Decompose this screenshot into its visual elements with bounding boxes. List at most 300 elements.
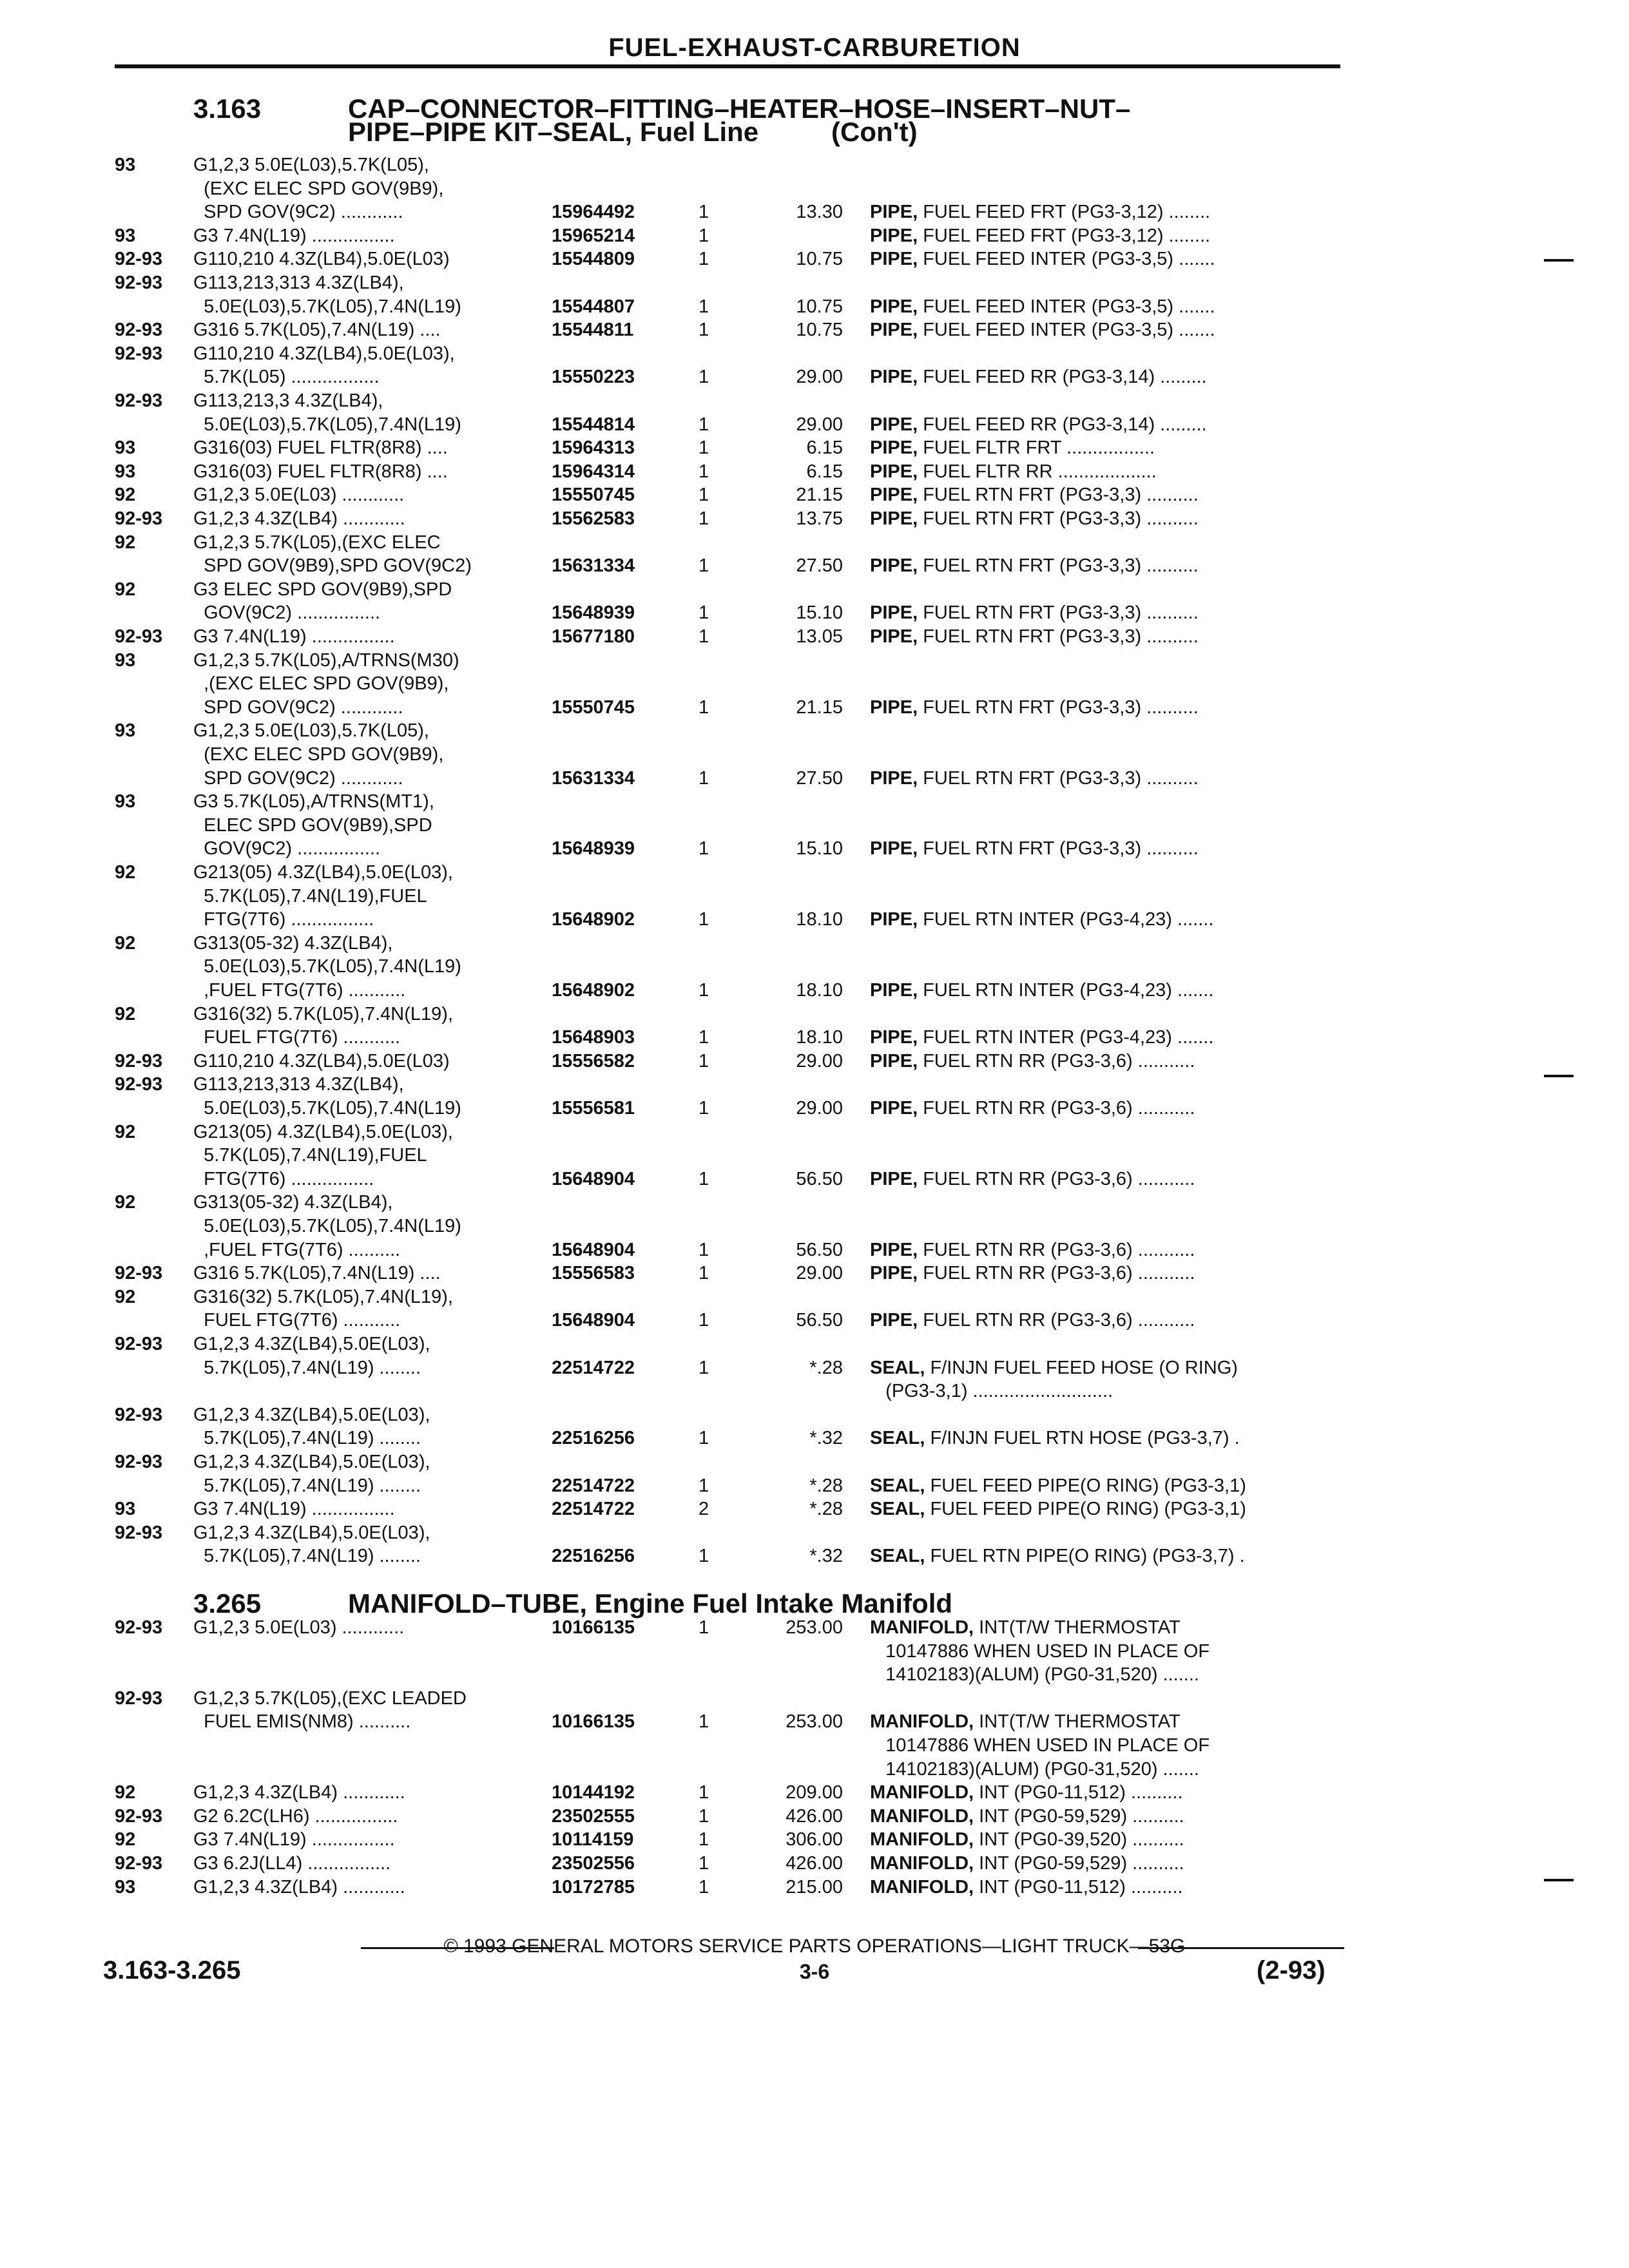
part-number: 15648903 [552,1027,635,1048]
table-row [0,1616,1629,1639]
model-years: 93 [115,720,136,742]
application: G316(03) FUEL FLTR(8R8) .... [193,437,448,459]
description [870,1852,1360,1875]
part-number: 15550745 [552,485,635,506]
description [870,1262,1360,1285]
quantity: 1 [699,1805,709,1827]
description-noun: PIPE, [870,626,918,647]
part-number: 15550745 [552,697,635,718]
table-row [0,1026,1629,1049]
price: 29.00 [796,367,843,388]
price: 56.50 [796,1168,843,1189]
model-years: 92-93 [115,273,163,293]
price: *.28 [809,1475,843,1496]
part-number: 10166135 [552,1617,635,1638]
description-noun: PIPE, [870,1168,918,1189]
table-row [0,1356,1629,1379]
model-years: 92-93 [115,343,163,364]
quantity: 1 [699,1168,709,1189]
description [870,224,1360,247]
quantity: 1 [699,485,709,506]
part-number: 22514722 [552,1357,635,1378]
application: G110,210 4.3Z(LB4),5.0E(L03) [193,1050,450,1072]
description-text: FUEL RTN PIPE(O RING) (PG3-3,7) . [925,1546,1245,1567]
part-number: 15544809 [552,249,635,270]
application: FUEL FTG(7T6) ........... [193,1310,401,1331]
application: 5.7K(L05),7.4N(L19) ........ [193,1546,421,1567]
table-row [0,1758,1629,1781]
footer-copyright: © 1993 GENERAL MOTORS SERVICE PARTS OPERATIONS—LIGHT TRUCK—53G [443,1936,1186,1957]
price: 6.15 [806,437,843,459]
application: G1,2,3 5.0E(L03) ............ [193,485,405,506]
price: *.28 [809,1499,843,1520]
description-text: FUEL RTN RR (PG3-3,6) ........... [918,1310,1195,1331]
section-cont: (Con't) [831,117,918,147]
description-noun: PIPE, [870,602,918,624]
table-row [0,1828,1629,1851]
application: G313(05-32) 4.3Z(LB4), [193,1192,393,1213]
application: G316(32) 5.7K(L05),7.4N(L19), [193,1286,453,1307]
description [870,837,1360,860]
description-noun: PIPE, [870,1050,918,1072]
description-noun: PIPE, [870,555,918,577]
part-number: 22516256 [552,1546,635,1567]
description-noun: PIPE, [870,909,918,930]
model-years: 92 [115,1003,136,1024]
model-years: 92-93 [115,1617,163,1638]
quantity: 1 [699,1829,709,1850]
description-text: FUEL RTN FRT (PG3-3,3) .......... [918,602,1199,624]
description-noun: PIPE, [870,1027,918,1048]
table-row [0,672,1629,695]
description-noun: PIPE, [870,249,918,270]
quantity: 1 [699,626,709,647]
description-noun: PIPE, [870,461,918,482]
part-number: 15648902 [552,909,635,930]
description [870,1758,1360,1781]
application: G110,210 4.3Z(LB4),5.0E(L03), [193,343,455,364]
price: 29.00 [796,414,843,435]
application: G1,2,3 4.3Z(LB4),5.0E(L03), [193,1334,430,1354]
table-row [0,1285,1629,1309]
description [870,483,1360,506]
footer-date-code: (2-93) [1257,1956,1325,1984]
price: 10.75 [796,249,843,270]
description-noun: MANIFOLD, [870,1829,974,1850]
application: FTG(7T6) ................ [193,909,374,930]
application: 5.7K(L05),7.4N(L19) ........ [193,1475,421,1496]
part-number: 15544814 [552,414,635,435]
part-number: 15544811 [552,320,634,341]
table-row [0,460,1629,483]
price: 18.10 [796,1027,843,1048]
table-row [0,1073,1629,1096]
description-text: INT(T/W THERMOSTAT [974,1711,1181,1733]
description [870,601,1360,624]
model-years: 92 [115,1286,136,1307]
price: 253.00 [786,1617,843,1638]
table-row [0,1710,1629,1733]
table-row [0,271,1629,294]
description-text: FUEL RTN FRT (PG3-3,3) .......... [918,555,1199,577]
model-years: 92-93 [115,1050,163,1072]
part-number: 15648902 [552,980,635,1001]
application: SPD GOV(9C2) ............ [193,202,403,223]
price: 21.15 [796,697,843,718]
part-number: 15648939 [552,602,635,624]
description [870,1379,1360,1403]
model-years: 92-93 [115,390,163,411]
table-row [0,578,1629,601]
description-text: F/INJN FUEL RTN HOSE (PG3-3,7) . [925,1428,1240,1449]
description [870,979,1360,1002]
part-number: 10144192 [552,1782,635,1803]
description [870,1497,1360,1521]
model-years: 93 [115,225,136,246]
table-row [0,601,1629,624]
part-number: 15631334 [552,767,635,789]
quantity: 1 [699,1475,709,1496]
description [870,1781,1360,1804]
table-row [0,1640,1629,1663]
application: G110,210 4.3Z(LB4),5.0E(L03) [193,249,450,270]
table-row [0,483,1629,506]
table-row [0,153,1629,177]
application: 5.7K(L05),7.4N(L19) ........ [193,1428,421,1449]
description-noun: MANIFOLD, [870,1853,974,1874]
table-row [0,885,1629,908]
description-noun: PIPE, [870,320,918,341]
table-row [0,1168,1629,1191]
description-text: FUEL RTN INTER (PG3-4,23) ....... [918,1027,1214,1048]
table-row [0,247,1629,271]
table-row [0,1379,1629,1403]
model-years: 92-93 [115,626,163,647]
application: G1,2,3 5.7K(L05),A/TRNS(M30) [193,649,459,671]
table-row [0,1144,1629,1167]
quantity: 1 [699,697,709,718]
description [870,413,1360,436]
application: (EXC ELEC SPD GOV(9B9), [193,744,444,765]
description-text: FUEL RTN RR (PG3-3,6) ........... [918,1168,1195,1189]
description-noun: SEAL, [870,1428,925,1449]
description-text: FUEL FLTR RR ................... [918,461,1157,482]
price: 215.00 [786,1876,843,1898]
description [870,460,1360,483]
table-row [0,224,1629,247]
model-years: 93 [115,1499,136,1520]
description [870,767,1360,790]
application: SPD GOV(9C2) ............ [193,767,403,789]
model-years: 92-93 [115,1805,163,1827]
section-number: 3.163 [193,93,262,124]
application: G3 7.4N(L19) ................ [193,1499,395,1520]
application: G3 ELEC SPD GOV(9B9),SPD [193,579,452,600]
application: G316(03) FUEL FLTR(8R8) .... [193,461,448,482]
description-noun: SEAL, [870,1546,925,1567]
model-years: 92 [115,862,136,883]
price: 426.00 [786,1853,843,1874]
application: G3 7.4N(L19) ................ [193,225,395,246]
description [870,1356,1360,1379]
model-years: 92-93 [115,320,163,341]
description [870,1238,1360,1262]
description-text: FUEL RTN INTER (PG3-4,23) ....... [918,909,1214,930]
description [870,1828,1360,1851]
description-text: FUEL RTN RR (PG3-3,6) ........... [918,1050,1195,1072]
margin-mark [1544,259,1574,262]
table-row [0,177,1629,200]
application: (EXC ELEC SPD GOV(9B9), [193,178,444,199]
table-row [0,318,1629,341]
description [870,1050,1360,1073]
part-number: 15550223 [552,367,635,388]
description-text: FUEL RTN FRT (PG3-3,3) .......... [918,485,1199,506]
table-row [0,531,1629,554]
description [870,200,1360,224]
model-years: 92-93 [115,1263,163,1284]
price: *.32 [809,1546,843,1567]
description-text: FUEL FEED PIPE(O RING) (PG3-3,1) [925,1475,1246,1496]
table-row [0,861,1629,884]
application: G1,2,3 5.0E(L03),5.7K(L05), [193,720,429,742]
description-text: 14102183)(ALUM) (PG0-31,520) ....... [870,1758,1199,1780]
price: 10.75 [796,320,843,341]
quantity: 1 [699,461,709,482]
application: G213(05) 4.3Z(LB4),5.0E(L03), [193,862,453,883]
part-number: 23502556 [552,1853,635,1874]
quantity: 1 [699,202,709,223]
table-row [0,767,1629,790]
application: G1,2,3 5.0E(L03),5.7K(L05), [193,155,429,175]
part-number: 15677180 [552,626,635,647]
price: 27.50 [796,767,843,789]
description [870,318,1360,341]
price: 13.30 [796,202,843,223]
description-text: FUEL FEED INTER (PG3-3,5) ....... [918,296,1215,317]
application: G213(05) 4.3Z(LB4),5.0E(L03), [193,1121,453,1142]
table-row [0,1876,1629,1899]
table-row [0,932,1629,955]
table-row [0,814,1629,837]
description [870,1640,1360,1663]
description [870,1544,1360,1568]
description [870,696,1360,719]
part-number: 15965214 [552,225,635,246]
application: G1,2,3 5.7K(L05),(EXC ELEC [193,532,441,553]
price: 13.05 [796,626,843,647]
model-years: 92-93 [115,508,163,529]
model-years: 92 [115,1829,136,1850]
quantity: 1 [699,767,709,789]
application: G1,2,3 4.3Z(LB4) ............ [193,508,405,529]
application: G1,2,3 5.7K(L05),(EXC LEADED [193,1687,467,1709]
quantity: 1 [699,909,709,930]
description-noun: MANIFOLD, [870,1805,974,1827]
description [870,1474,1360,1497]
quantity: 1 [699,1428,709,1449]
model-years: 92 [115,1121,136,1142]
table-row [0,200,1629,224]
model-years: 93 [115,155,136,175]
quantity: 1 [699,508,709,529]
part-number: 15556582 [552,1050,635,1072]
part-number: 15964314 [552,461,635,482]
quantity: 1 [699,437,709,459]
description [870,625,1360,648]
table-row [0,1497,1629,1521]
part-number: 15556581 [552,1098,635,1119]
part-number: 22514722 [552,1475,635,1496]
application: G1,2,3 5.0E(L03) ............ [193,1617,405,1638]
table-row [0,1332,1629,1356]
part-number: 15562583 [552,508,635,529]
quantity: 1 [699,1263,709,1284]
model-years: 93 [115,649,136,671]
table-row [0,1734,1629,1757]
table-row [0,1781,1629,1804]
quantity: 1 [699,1876,709,1898]
quantity: 1 [699,225,709,246]
description-text: 10147886 WHEN USED IN PLACE OF [870,1640,1210,1662]
application: GOV(9C2) ................ [193,602,381,624]
price: *.32 [809,1428,843,1449]
table-row [0,1191,1629,1214]
price: 56.50 [796,1239,843,1260]
description-noun: SEAL, [870,1475,925,1496]
model-years: 92 [115,1782,136,1803]
quantity: 1 [699,320,709,341]
description [870,247,1360,271]
application: G113,213,313 4.3Z(LB4), [193,1074,404,1095]
price: 15.10 [796,602,843,624]
model-years: 93 [115,791,136,812]
table-row [0,696,1629,719]
application: G316 5.7K(L05),7.4N(L19) .... [193,1263,441,1284]
description-noun: PIPE, [870,1239,918,1260]
table-row [0,1474,1629,1497]
description-text: FUEL FLTR FRT ................. [918,437,1155,459]
description-text: FUEL RTN RR (PG3-3,6) ........... [918,1263,1195,1284]
quantity: 1 [699,1853,709,1874]
quantity: 1 [699,1239,709,1260]
description-noun: PIPE, [870,1263,918,1284]
description [870,554,1360,577]
table-row [0,1544,1629,1568]
table-row [0,908,1629,931]
quantity: 1 [699,555,709,577]
table-row [0,790,1629,813]
table-row [0,1120,1629,1144]
application: FTG(7T6) ................ [193,1168,374,1189]
description [870,295,1360,318]
table-row [0,436,1629,459]
part-number: 15556583 [552,1263,635,1284]
table-row [0,1852,1629,1875]
model-years: 92-93 [115,1687,163,1709]
description [870,1097,1360,1120]
quantity: 1 [699,414,709,435]
description [870,1710,1360,1733]
price: 209.00 [786,1782,843,1803]
application: 5.0E(L03),5.7K(L05),7.4N(L19) [193,956,461,977]
table-row [0,955,1629,978]
description-noun: PIPE, [870,838,918,860]
description-text: FUEL RTN FRT (PG3-3,3) .......... [918,767,1199,789]
price: 29.00 [796,1050,843,1072]
quantity: 1 [699,602,709,624]
description [870,1427,1360,1450]
description [870,1168,1360,1191]
part-number: 23502555 [552,1805,635,1827]
application: G3 7.4N(L19) ................ [193,1829,395,1850]
model-years: 92-93 [115,1853,163,1874]
application: G1,2,3 4.3Z(LB4),5.0E(L03), [193,1452,430,1472]
table-row [0,1663,1629,1686]
application: G3 7.4N(L19) ................ [193,626,395,647]
application: G316(32) 5.7K(L05),7.4N(L19), [193,1003,453,1024]
table-row [0,413,1629,436]
quantity: 2 [699,1499,709,1520]
application: 5.0E(L03),5.7K(L05),7.4N(L19) [193,296,461,317]
description-text: FUEL RTN RR (PG3-3,6) ........... [918,1239,1195,1260]
application: G1,2,3 4.3Z(LB4) ............ [193,1876,405,1898]
table-row [0,1403,1629,1427]
application: ,FUEL FTG(7T6) .......... [193,1239,401,1260]
part-number: 15648904 [552,1239,635,1260]
application: FUEL EMIS(NM8) .......... [193,1711,411,1733]
description-text: FUEL RTN INTER (PG3-4,23) ....... [918,980,1214,1001]
application: ,FUEL FTG(7T6) ........... [193,980,406,1001]
description-text: FUEL FEED RR (PG3-3,14) ......... [918,414,1207,435]
application: G316 5.7K(L05),7.4N(L19) .... [193,320,441,341]
application: GOV(9C2) ................ [193,838,381,860]
part-number: 10172785 [552,1876,635,1898]
table-row [0,649,1629,672]
description-noun: PIPE, [870,767,918,789]
quantity: 1 [699,1050,709,1072]
quantity: 1 [699,1546,709,1567]
table-row [0,719,1629,742]
part-number: 15648939 [552,838,635,860]
description [870,1663,1360,1686]
description-noun: PIPE, [870,296,918,317]
description-noun: PIPE, [870,1098,918,1119]
table-row [0,1450,1629,1474]
table-row [0,507,1629,530]
quantity: 1 [699,1617,709,1638]
price: 306.00 [786,1829,843,1850]
part-number: 10114159 [552,1829,634,1850]
description-text: FUEL RTN RR (PG3-3,6) ........... [918,1098,1195,1119]
description-text: INT(T/W THERMOSTAT [974,1617,1181,1638]
section-title-line2: PIPE–PIPE KIT–SEAL, Fuel Line [348,117,759,147]
price: 15.10 [796,838,843,860]
application: 5.7K(L05),7.4N(L19),FUEL [193,885,427,907]
application: G3 5.7K(L05),A/TRNS(MT1), [193,791,434,812]
description [870,1734,1360,1757]
description-text: FUEL RTN FRT (PG3-3,3) .......... [918,508,1199,529]
price: 18.10 [796,980,843,1001]
application: 5.7K(L05) ................. [193,367,380,388]
part-number: 15648904 [552,1310,635,1331]
application: G313(05-32) 4.3Z(LB4), [193,932,393,954]
price: 56.50 [796,1310,843,1331]
description-text: FUEL FEED INTER (PG3-3,5) ....... [918,249,1215,270]
description [870,365,1360,389]
description-text: FUEL FEED FRT (PG3-3,12) ........ [918,202,1211,223]
table-row [0,1097,1629,1120]
